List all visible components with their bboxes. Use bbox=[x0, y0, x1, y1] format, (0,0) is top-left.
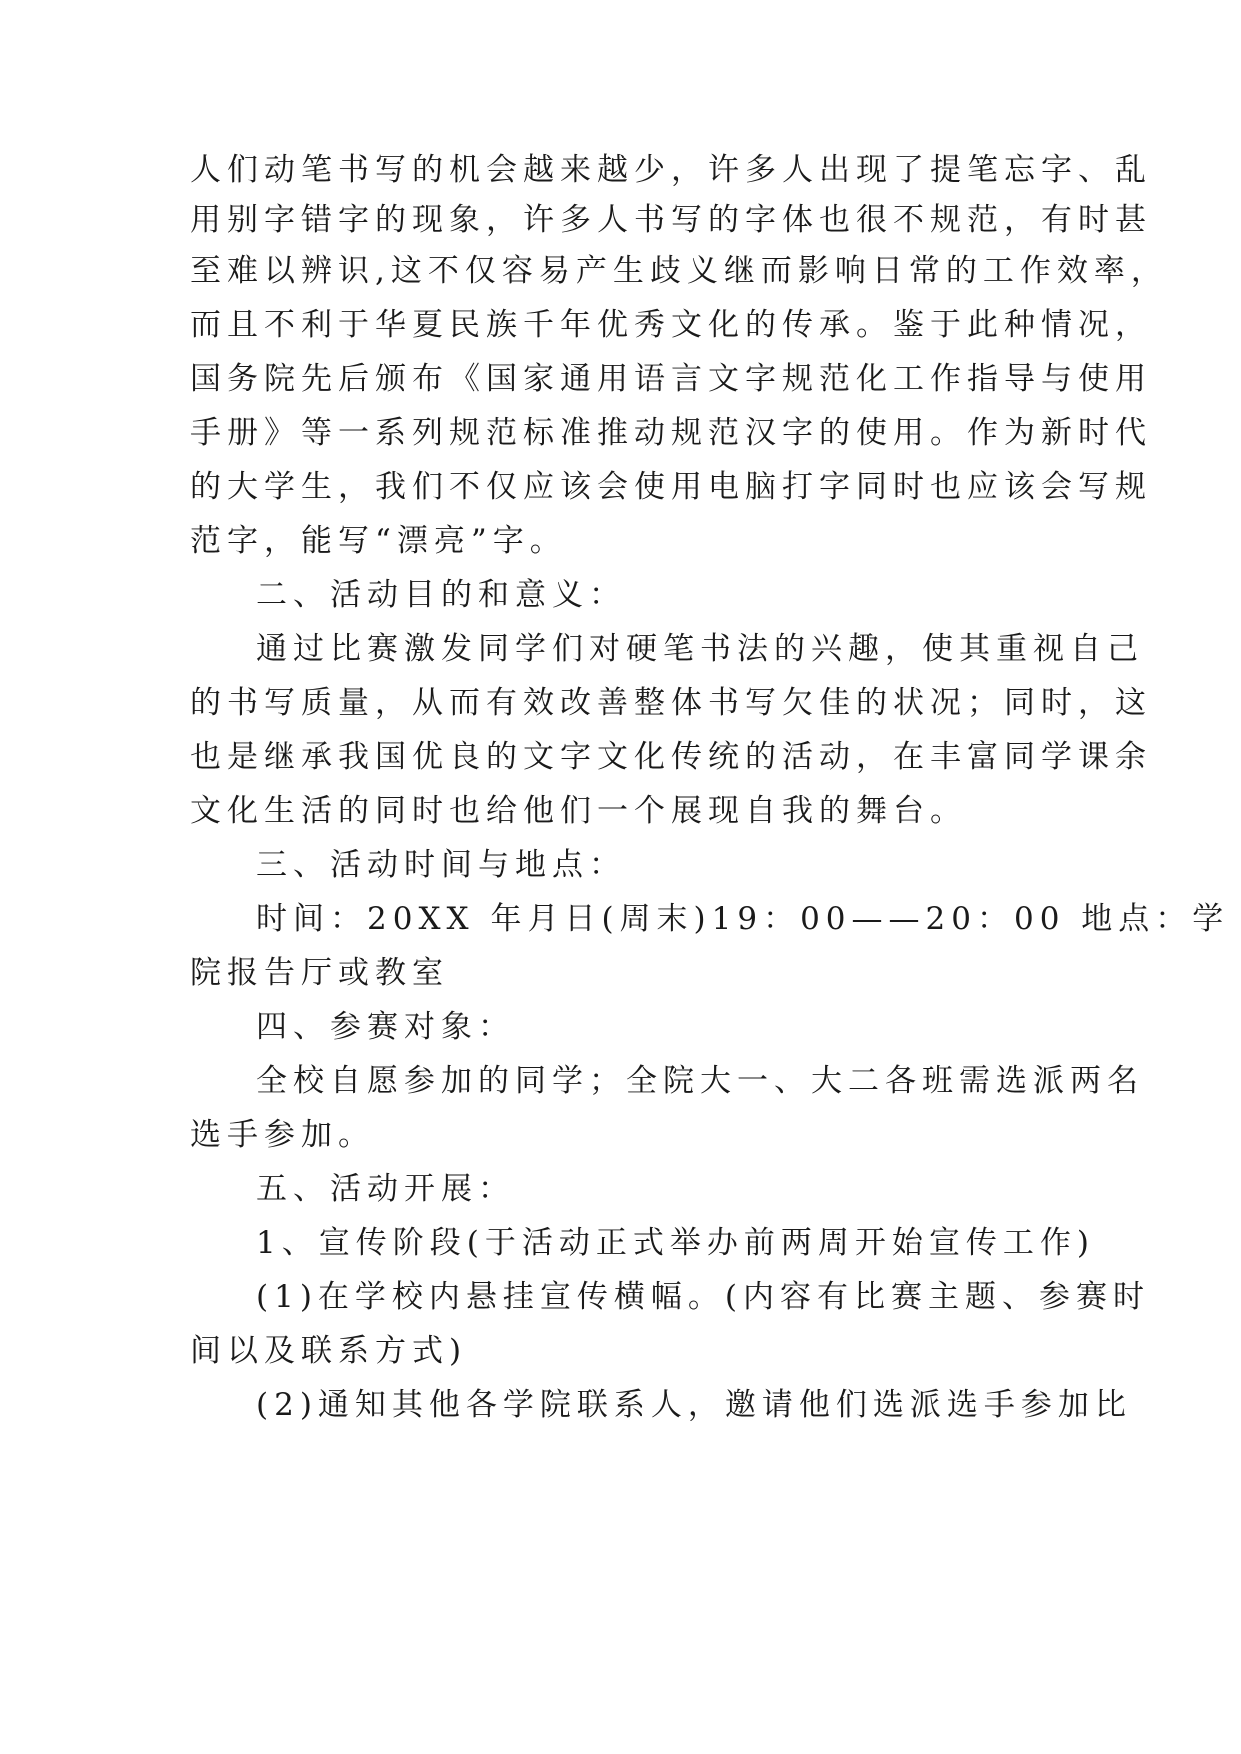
section-heading: 五、活动开展： bbox=[256, 1171, 515, 1207]
paragraph-line: 范字，能写“漂亮”字。 bbox=[190, 523, 567, 559]
section-heading: 三、活动时间与地点： bbox=[256, 847, 626, 883]
paragraph-line: 间以及联系方式) bbox=[190, 1333, 468, 1369]
paragraph-line: 手册》等一系列规范标准推动规范汉字的使用。作为新时代 bbox=[190, 415, 1152, 451]
section-heading: 四、参赛对象： bbox=[256, 1009, 515, 1045]
paragraph-line: 院报告厅或教室 bbox=[190, 955, 449, 991]
list-item: 1、宣传阶段(于活动正式举办前两周开始宣传工作) bbox=[256, 1225, 1095, 1261]
paragraph-line: 全校自愿参加的同学；全院大一、大二各班需选派两名 bbox=[256, 1063, 1144, 1099]
paragraph-line: 文化生活的同时也给他们一个展现自我的舞台。 bbox=[190, 793, 967, 829]
paragraph-line: 选手参加。 bbox=[190, 1117, 375, 1153]
paragraph-line: 通过比赛激发同学们对硬笔书法的兴趣，使其重视自己 bbox=[256, 631, 1144, 667]
list-item: (1)在学校内悬挂宣传横幅。(内容有比赛主题、参赛时 bbox=[256, 1279, 1151, 1315]
paragraph-line: 人们动笔书写的机会越来越少，许多人出现了提笔忘字、乱 bbox=[190, 152, 1152, 188]
paragraph-line: 国务院先后颁布《国家通用语言文字规范化工作指导与使用 bbox=[190, 361, 1152, 397]
list-item: (2)通知其他各学院联系人，邀请他们选派选手参加比 bbox=[256, 1387, 1132, 1423]
paragraph-line: 至难以辨识,这不仅容易产生歧义继而影响日常的工作效率， bbox=[190, 253, 1168, 289]
paragraph-line: 而且不利于华夏民族千年优秀文化的传承。鉴于此种情况， bbox=[190, 307, 1152, 343]
section-heading: 二、活动目的和意义： bbox=[256, 577, 626, 613]
paragraph-line: 的大学生，我们不仅应该会使用电脑打字同时也应该会写规 bbox=[190, 469, 1152, 505]
paragraph-line: 时间：20XX 年月日(周末)19：00——20：00 地点：学 bbox=[256, 901, 1230, 937]
paragraph-line: 用别字错字的现象，许多人书写的字体也很不规范，有时甚 bbox=[190, 202, 1152, 238]
paragraph-line: 的书写质量，从而有效改善整体书写欠佳的状况；同时，这 bbox=[190, 685, 1152, 721]
paragraph-line: 也是继承我国优良的文字文化传统的活动，在丰富同学课余 bbox=[190, 739, 1152, 775]
